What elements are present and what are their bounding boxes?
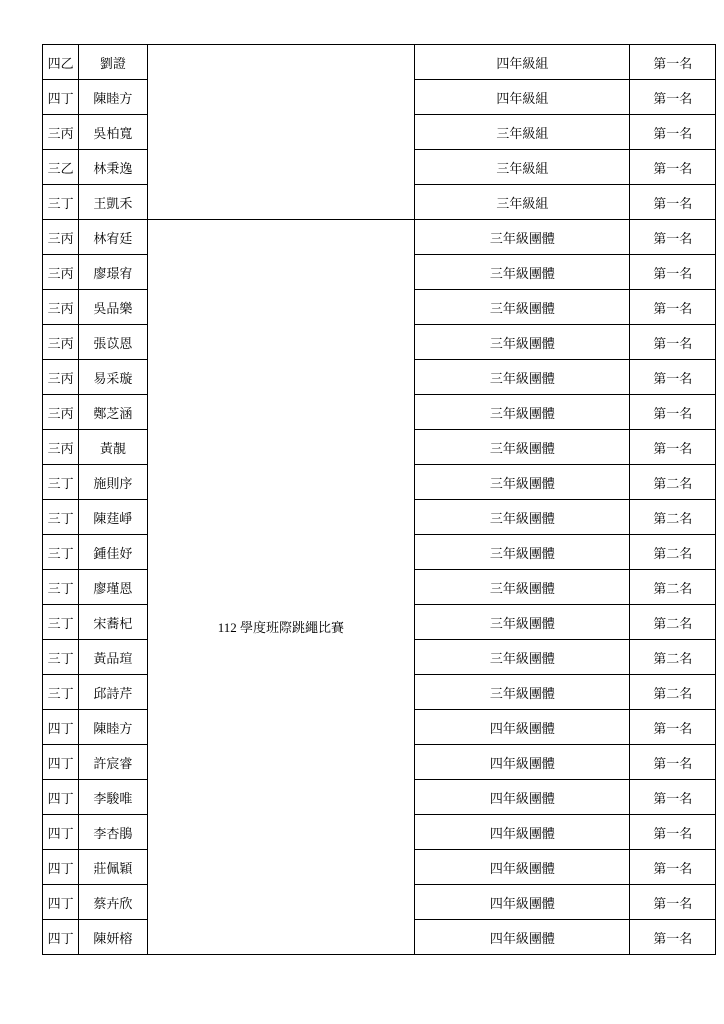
group-cell: 四年級團體 [415, 850, 630, 885]
group-cell: 三年級團體 [415, 465, 630, 500]
group-cell: 四年級團體 [415, 920, 630, 955]
group-cell: 三年級團體 [415, 535, 630, 570]
rank-cell: 第一名 [630, 255, 716, 290]
class-cell: 三丁 [43, 535, 79, 570]
student-name-cell: 邱詩芹 [79, 675, 147, 710]
student-name-cell: 王凱禾 [79, 185, 147, 220]
rank-cell: 第一名 [630, 150, 716, 185]
student-name-cell: 黃品瑄 [79, 640, 147, 675]
rank-cell: 第一名 [630, 45, 716, 80]
student-name-cell: 李駿唯 [79, 780, 147, 815]
rank-cell: 第一名 [630, 395, 716, 430]
student-name-cell: 黃靚 [79, 430, 147, 465]
rank-cell: 第一名 [630, 360, 716, 395]
student-name-cell: 鄭芝涵 [79, 395, 147, 430]
rank-cell: 第一名 [630, 220, 716, 255]
awards-table [42, 44, 716, 955]
group-cell: 四年級團體 [415, 815, 630, 850]
class-cell: 三丙 [43, 325, 79, 360]
rank-cell: 第一名 [630, 115, 716, 150]
student-name-cell: 吳柏寬 [79, 115, 147, 150]
rank-cell: 第二名 [630, 640, 716, 675]
rank-cell: 第二名 [630, 465, 716, 500]
student-name-cell: 陳睦方 [79, 80, 147, 115]
group-cell: 四年級團體 [415, 745, 630, 780]
class-cell: 三丁 [43, 605, 79, 640]
rank-cell: 第一名 [630, 885, 716, 920]
class-cell: 三丙 [43, 220, 79, 255]
class-cell: 三丙 [43, 395, 79, 430]
rank-cell: 第一名 [630, 850, 716, 885]
rank-cell: 第二名 [630, 675, 716, 710]
student-name-cell: 蔡卉欣 [79, 885, 147, 920]
event-name-cell [147, 45, 415, 220]
rank-cell: 第一名 [630, 710, 716, 745]
group-cell: 三年級團體 [415, 640, 630, 675]
class-cell: 四丁 [43, 850, 79, 885]
class-cell: 四丁 [43, 80, 79, 115]
table-row [43, 220, 716, 255]
group-cell: 四年級組 [415, 80, 630, 115]
student-name-cell: 廖璟宥 [79, 255, 147, 290]
class-cell: 三丙 [43, 115, 79, 150]
student-name-cell: 易采璇 [79, 360, 147, 395]
class-cell: 三丁 [43, 465, 79, 500]
class-cell: 三乙 [43, 150, 79, 185]
class-cell: 三丁 [43, 500, 79, 535]
class-cell: 四丁 [43, 920, 79, 955]
student-name-cell: 陳妍榕 [79, 920, 147, 955]
class-cell: 四丁 [43, 710, 79, 745]
class-cell: 三丁 [43, 185, 79, 220]
group-cell: 三年級團體 [415, 290, 630, 325]
student-name-cell: 劉證 [79, 45, 147, 80]
group-cell: 三年級團體 [415, 675, 630, 710]
group-cell: 四年級團體 [415, 885, 630, 920]
table-row [43, 45, 716, 80]
group-cell: 四年級團體 [415, 710, 630, 745]
event-name-cell [147, 220, 415, 955]
student-name-cell: 林宥廷 [79, 220, 147, 255]
rank-cell: 第一名 [630, 325, 716, 360]
group-cell: 三年級團體 [415, 395, 630, 430]
group-cell: 四年級團體 [415, 780, 630, 815]
class-cell: 三丁 [43, 570, 79, 605]
class-cell: 三丁 [43, 640, 79, 675]
rank-cell: 第二名 [630, 535, 716, 570]
group-cell: 三年級團體 [415, 605, 630, 640]
student-name-cell: 李杏鵑 [79, 815, 147, 850]
class-cell: 四丁 [43, 780, 79, 815]
awards-table-body [43, 45, 716, 955]
student-name-cell: 陳睦方 [79, 710, 147, 745]
rank-cell: 第二名 [630, 570, 716, 605]
rank-cell: 第一名 [630, 920, 716, 955]
student-name-cell: 陳莛崢 [79, 500, 147, 535]
student-name-cell: 宋蕎杞 [79, 605, 147, 640]
group-cell: 三年級團體 [415, 255, 630, 290]
rank-cell: 第一名 [630, 185, 716, 220]
class-cell: 三丙 [43, 360, 79, 395]
student-name-cell: 吳品樂 [79, 290, 147, 325]
rank-cell: 第一名 [630, 815, 716, 850]
group-cell: 四年級組 [415, 45, 630, 80]
student-name-cell: 廖瑾恩 [79, 570, 147, 605]
student-name-cell: 張苡恩 [79, 325, 147, 360]
group-cell: 三年級組 [415, 115, 630, 150]
student-name-cell: 許宸睿 [79, 745, 147, 780]
group-cell: 三年級團體 [415, 325, 630, 360]
student-name-cell: 施則序 [79, 465, 147, 500]
rank-cell: 第一名 [630, 430, 716, 465]
class-cell: 三丙 [43, 255, 79, 290]
class-cell: 四乙 [43, 45, 79, 80]
rank-cell: 第一名 [630, 80, 716, 115]
class-cell: 三丁 [43, 675, 79, 710]
rank-cell: 第一名 [630, 290, 716, 325]
class-cell: 三丙 [43, 290, 79, 325]
event-name: 112 學度班際跳繩比賽 [217, 619, 345, 635]
group-cell: 三年級團體 [415, 570, 630, 605]
student-name-cell: 莊佩穎 [79, 850, 147, 885]
student-name-cell: 林秉逸 [79, 150, 147, 185]
rank-cell: 第二名 [630, 500, 716, 535]
class-cell: 四丁 [43, 815, 79, 850]
student-name-cell: 鍾佳妤 [79, 535, 147, 570]
group-cell: 三年級團體 [415, 220, 630, 255]
rank-cell: 第一名 [630, 780, 716, 815]
group-cell: 三年級團體 [415, 430, 630, 465]
class-cell: 三丙 [43, 430, 79, 465]
rank-cell: 第一名 [630, 745, 716, 780]
group-cell: 三年級團體 [415, 360, 630, 395]
class-cell: 四丁 [43, 745, 79, 780]
group-cell: 三年級團體 [415, 500, 630, 535]
group-cell: 三年級組 [415, 185, 630, 220]
group-cell: 三年級組 [415, 150, 630, 185]
rank-cell: 第二名 [630, 605, 716, 640]
class-cell: 四丁 [43, 885, 79, 920]
